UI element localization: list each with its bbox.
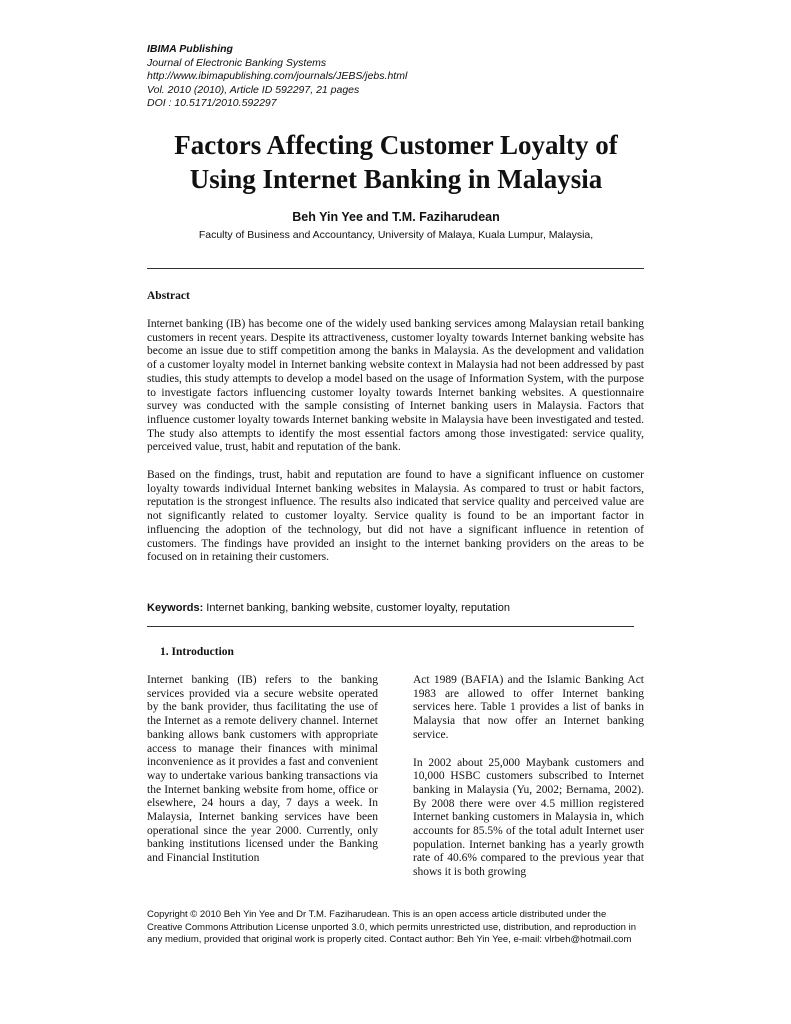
abstract-paragraph-1: Internet banking (IB) has become one of the widely used banking services among Malaysian retail banking customers in recent years. Despite its attractiveness, customer loyalty towards Internet banking website has become an issue due to stiff competition among the banks in Malaysia. As the development and validation of a customer loyalty model in Internet banking website context in Malaysia had not been addressed by past studies, this study attempts to develop a model based on the usage of Information System, with the purpose to investigate factors influencing customer loyalty towards Internet banking websites. A questionnaire survey was conducted with the sample consisting of Internet banking users in Malaysia. Factors that influence customer loyalty towards Internet banking website in Malaysia have been investigated and tested. The study also attempts to identify the most essential factors among those investigated: service quality, perceived value, trust, habit and reputation of the bank. <box>147 318 644 454</box>
introduction-right-column <box>413 674 644 894</box>
paper-title <box>100 128 692 196</box>
title-line-1: Factors Affecting Customer Loyalty of <box>174 130 618 160</box>
publisher-name: IBIMA Publishing <box>147 43 233 55</box>
journal-url: http://www.ibimapublishing.com/journals/JEBS/jebs.html <box>147 70 408 82</box>
abstract-body <box>147 318 644 579</box>
title-line-2: Using Internet Banking in Malaysia <box>189 164 603 194</box>
affiliation: Faculty of Business and Accountancy, University of Malaya, Kuala Lumpur, Malaysia, <box>198 229 594 241</box>
introduction-heading: 1. Introduction <box>160 646 234 658</box>
doi: DOI : 10.5171/2010.592297 <box>147 97 277 109</box>
journal-header <box>147 43 407 111</box>
keywords-label: Keywords: <box>147 602 204 614</box>
top-divider <box>147 268 644 269</box>
introduction-left-column <box>147 674 378 880</box>
bottom-divider <box>147 626 634 627</box>
authors: Beh Yin Yee and T.M. Faziharudean <box>292 210 500 224</box>
abstract-paragraph-2: Based on the findings, trust, habit and reputation are found to have a significant influence on customer loyalty towards individual Internet banking websites in Malaysia. As compared to trust or habit factors, reputation is the strongest influence. The results also indicated that service quality and perceived value are not significantly related to customer loyalty. Service quality is found to be an important factor in influencing the adoption of the technology, but did not have a significant influence in retention of customers. The findings have provided an insight to the internet banking providers on the areas to be focused on in retaining their customers. <box>147 469 644 564</box>
journal-name: Journal of Electronic Banking Systems <box>147 56 327 69</box>
intro-paragraph-left: Internet banking (IB) refers to the banking services provided via a secure website operated by the bank provider, thus facilitating the use of the Internet as a remote delivery channel. Internet banking allows bank customers with appropriate access to manage their finances with minimal inconvenience as it provides a fast and convenient way to undertake various banking transactions via the Internet banking website from home, office or elsewhere, 24 hours a day, 7 days a week. In Malaysia, Internet banking services have been operational since the year 2000. Currently, only banking institutions licensed under the Banking and Financial Institution <box>147 674 378 865</box>
intro-paragraph-right-2: In 2002 about 25,000 Maybank customers and 10,000 HSBC customers subscribed to Internet banking in Malaysia (Yu, 2002; Bernama, 2002). By 2008 there were over 4.5 million registered Internet banking customers in Malaysia in, which accounts for 85.5% of the total adult Internet user population. Internet banking has a yearly growth rate of 40.6% compared to the previous year that shows it is both growing <box>413 756 644 879</box>
keywords-text: Internet banking, banking website, customer loyalty, reputation <box>203 602 510 614</box>
copyright-notice: Copyright © 2010 Beh Yin Yee and Dr T.M. Faziharudean. This is an open access article distributed under the Creative Commons Attribution License unported 3.0, which permits unrestricted use, distribution, and reproduction in any medium, provided that original work is properly cited. Contact author: Beh Yin Yee, e-mail: vlrbeh@hotmail.com <box>147 909 636 945</box>
abstract-heading: Abstract <box>147 290 190 302</box>
volume-info: Vol. 2010 (2010), Article ID 592297, 21 pages <box>147 83 360 96</box>
intro-paragraph-right-1: Act 1989 (BAFIA) and the Islamic Banking Act 1983 are allowed to offer Internet banking services here. Table 1 provides a list of banks in Malaysia that now offer an Internet banking service. <box>413 674 644 741</box>
keywords <box>147 602 644 614</box>
